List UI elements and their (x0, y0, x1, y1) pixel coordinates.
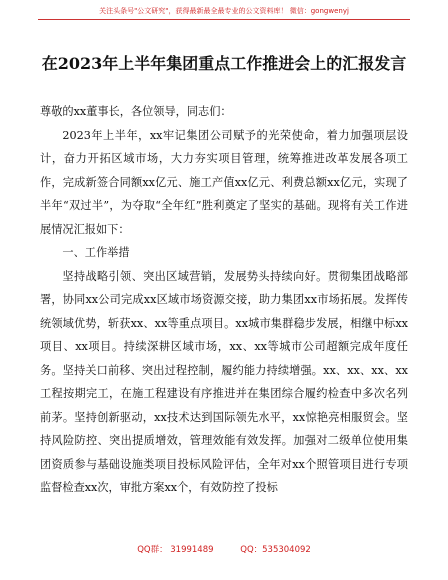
greeting: 尊敬的xx董事长，各位领导，同志们： (40, 105, 232, 118)
footer (0, 543, 448, 555)
document-title: 在2023年上半年集团重点工作推进会上的汇报发言 (41, 54, 407, 73)
footer-qq-group: QQ群： 31991489 (137, 545, 214, 555)
footer-qq: QQ：535304092 (240, 545, 311, 555)
header-banner: 关注头条号"公文研究"，获得最新最全最专业的公文资料库！ 微信：gongwenyj (99, 7, 349, 15)
section-heading: 一、工作举措 (62, 246, 130, 259)
header-divider (38, 19, 410, 20)
intro-paragraph: 2023年上半年，xx牢记集团公司赋予的光荣使命，着力加强项层设计，奋力开拓区域市场，大力夯实项目管理，统筹推进改革发展各项工作，完成新签合同额xx亿元、施工产值xx亿元、利费总额xx亿元，实现了半年“双过半”，为夺取“全年红”胜利奠定了坚实的基础。现将有关工作进展情况汇报如下： (40, 128, 408, 236)
body-paragraph: 坚持战略引领、突出区域营销，发展势头持续向好。贯彻集团战略部署，协同xx公司完成xx区域市场资源交接，助力集团xx市场拓展。发挥传统领域优势，斩获xx、xx等重点项目。xx城市集群稳步发展，相继中标xx项目、xx项目。持续深耕区域市场，xx、xx等城市公司超额完成年度任务。坚持关口前移、突出过程控制，履约能力持续增强。xx、xx、xx、xx工程按期完工，在施工程建设有序推进并在集团综合履约检查中多次名列前茅。坚持创新驱动，xx技术达到国际领先水平，xx惊艳亮相服贸会。坚持风险防控、突出提质增效，管理效能有效发挥。加强对二级单位使用集团资质参与基础设施类项目投标风险评估，全年对xx个照管项目进行专项监督检查xx次，审批方案xx个，有效防控了投标 (40, 269, 408, 494)
document-body (40, 100, 408, 500)
